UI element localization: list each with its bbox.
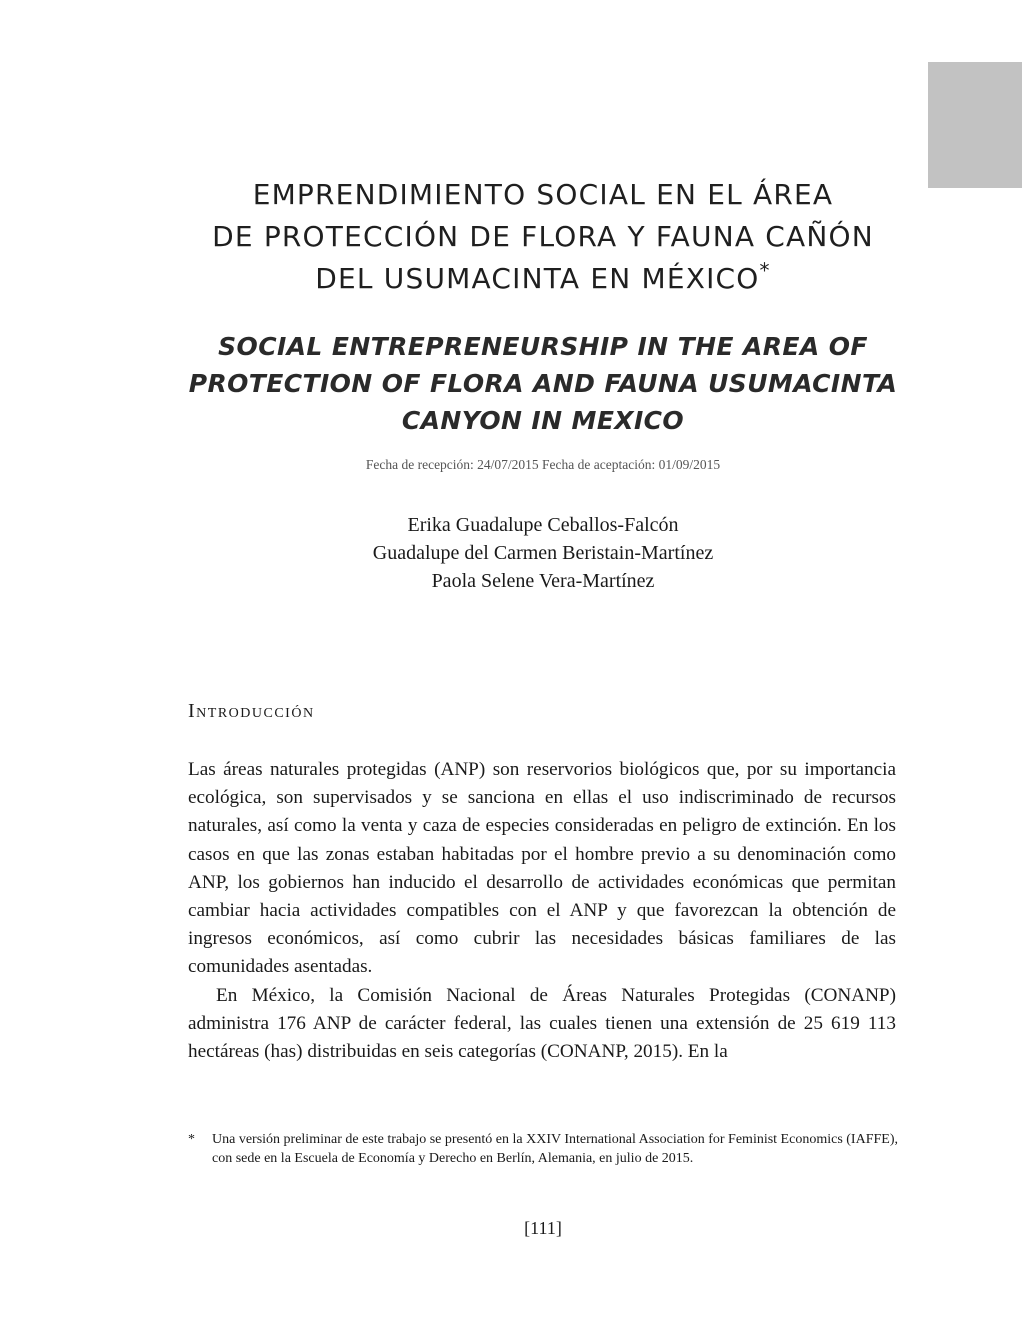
footnote-mark: * (188, 1132, 195, 1147)
title-english-line: PROTECTION OF FLORA AND FAUNA USUMACINTA (188, 369, 898, 398)
title-spanish-line-text: DEL USUMACINTA EN MÉXICO (315, 262, 760, 295)
title-english-line: CANYON IN MEXICO (401, 406, 685, 435)
body-paragraph: Las áreas naturales protegidas (ANP) son reservorios biológicos que, por su importancia ecológica, son supervisados y se sanciona en ellas el uso indiscriminado de recursos naturales, así como la venta y caza de especies consideradas en peligro de extinción. En los casos en que las zonas estaban habitadas por el hombre previo a su denominación como ANP, los gobiernos han inducido el desarrollo de actividades económicas que permitan cambiar hacia actividades compatibles con el ANP y que favorezcan la obtención de ingresos económicos, así como cubrir las necesidades básicas familiares de las comunidades asentadas. (188, 759, 896, 978)
footnote-text: Una versión preliminar de este trabajo se presentó en la XXIV International Association for Feminist Economics (IAFFE), con sede en la Escuela de Economía y Derecho en Berlín, Alemania, en julio de 2015. (212, 1132, 898, 1166)
authors-list (150, 511, 936, 595)
body-paragraph: En México, la Comisión Nacional de Áreas Naturales Protegidas (CONANP) administra 176 ANP de carácter federal, las cuales tienen una extensión de 25 619 113 hectáreas (has) distribuidas en seis categorías (CONANP, 2015). En la (188, 984, 896, 1063)
chapter-tab-marker (928, 62, 1022, 188)
author-name: Guadalupe del Carmen Beristain-Martínez (372, 542, 714, 564)
title-spanish-line: EMPRENDIMIENTO SOCIAL EN EL ÁREA (252, 178, 834, 211)
title-spanish-line: DE PROTECCIÓN DE FLORA Y FAUNA CAÑÓN (212, 220, 874, 253)
reception-acceptance-dates: Fecha de recepción: 24/07/2015 Fecha de aceptación: 01/09/2015 (365, 457, 721, 472)
body-text (188, 756, 896, 1066)
author-name: Erika Guadalupe Ceballos-Falcón (407, 514, 679, 536)
footnote (188, 1130, 898, 1168)
title-spanish (150, 174, 936, 300)
page-number: [111] (524, 1218, 562, 1238)
author-name: Paola Selene Vera-Martínez (431, 570, 655, 592)
title-block (150, 174, 936, 439)
title-footnote-mark: * (759, 258, 771, 283)
title-english (150, 328, 936, 439)
title-spanish-line (150, 258, 936, 300)
title-english-line: SOCIAL ENTREPRENEURSHIP IN THE AREA OF (218, 332, 868, 361)
section-heading-introduction: Introducción (188, 700, 315, 722)
